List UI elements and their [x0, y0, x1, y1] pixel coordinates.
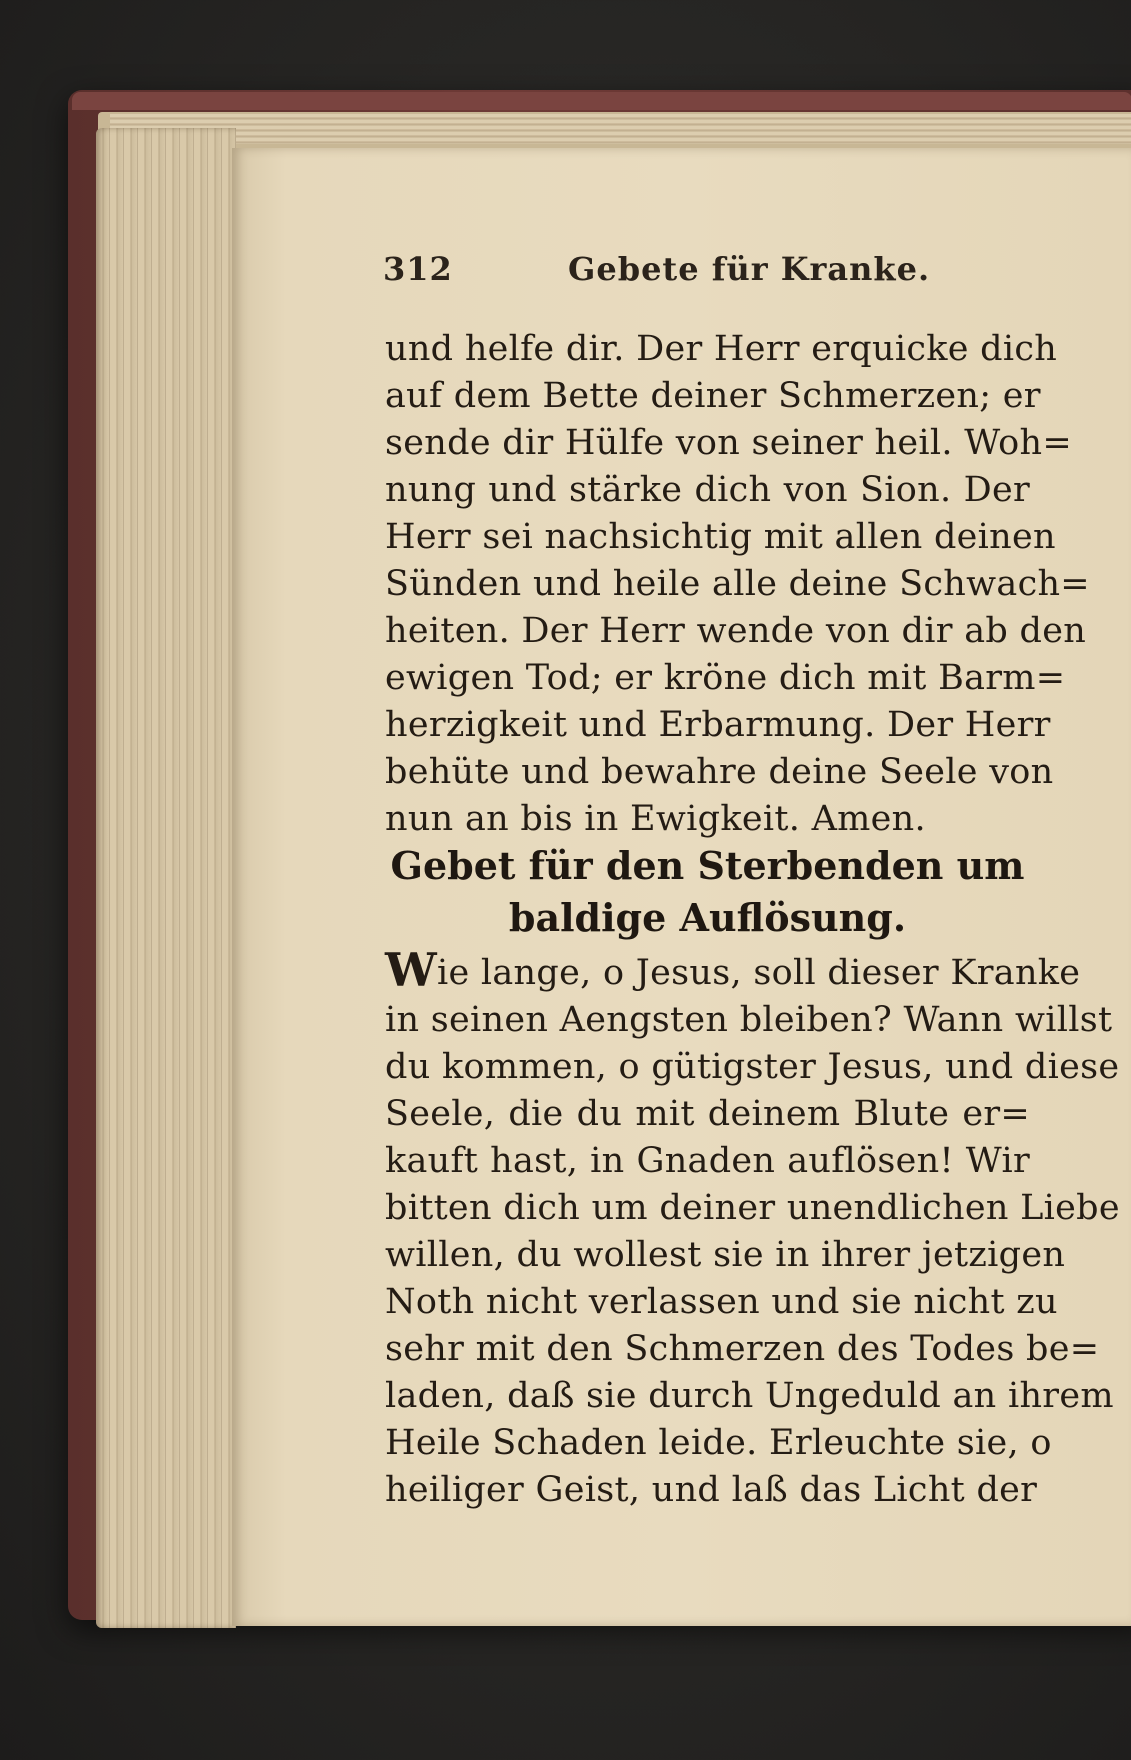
text-line: in seinen Aengsten bleiben? Wann willst: [385, 1000, 1113, 1040]
text-line: Sünden und heile alle deine Schwach=: [385, 564, 1090, 604]
text-line-first: [385, 943, 1081, 997]
text-line: herzigkeit und Erbarmung. Der Herr: [385, 705, 1051, 745]
text-line: du kommen, o gütigster Jesus, und diese: [385, 1047, 1120, 1087]
text-line: sehr mit den Schmerzen des Todes be=: [385, 1329, 1100, 1369]
text-line: kauft hast, in Gnaden auflösen! Wir: [385, 1141, 1030, 1181]
text-line: Noth nicht verlassen und sie nicht zu: [385, 1282, 1058, 1322]
book-cover-top-edge: [72, 92, 1131, 110]
text-line: und helfe dir. Der Herr erquicke dich: [385, 329, 1058, 369]
text-line: nung und stärke dich von Sion. Der: [385, 470, 1030, 510]
page-number: 312: [383, 250, 453, 288]
paragraph-1: [385, 326, 1090, 843]
heading-line: baldige Auflösung.: [508, 895, 907, 940]
text-line: Heile Schaden leide. Erleuchte sie, o: [385, 1423, 1052, 1463]
text-line: bitten dich um deiner unendlichen Liebe: [385, 1188, 1120, 1228]
text-line: heiliger Geist, und laß das Licht der: [385, 1470, 1038, 1510]
section-heading: [385, 840, 1030, 944]
text-line: ewigen Tod; er kröne dich mit Barm=: [385, 658, 1066, 698]
text-line: Seele, die du mit deinem Blute er=: [385, 1094, 1030, 1134]
running-head: [383, 250, 1033, 300]
text-line: sende dir Hülfe von seiner heil. Woh=: [385, 423, 1072, 463]
text-line: willen, du wollest sie in ihrer jetzigen: [385, 1235, 1066, 1275]
first-line-text: ie lange, o Jesus, soll dieser Kranke: [436, 953, 1081, 993]
paragraph-2: [385, 943, 1120, 1514]
drop-cap: W: [385, 943, 437, 997]
page-side-edges: [96, 128, 236, 1628]
page-top-edges: [110, 114, 1131, 144]
text-line: laden, daß sie durch Ungeduld an ihrem: [385, 1376, 1114, 1416]
text-line: Herr sei nachsichtig mit allen deinen: [385, 517, 1056, 557]
page-title: Gebete für Kranke.: [568, 250, 931, 288]
text-line: auf dem Bette deiner Schmerzen; er: [385, 376, 1041, 416]
heading-line: Gebet für den Sterbenden um: [390, 843, 1025, 888]
text-line: behüte und bewahre deine Seele von: [385, 752, 1054, 792]
text-line: heiten. Der Herr wende von dir ab den: [385, 611, 1087, 651]
text-line: nun an bis in Ewigkeit. Amen.: [385, 799, 926, 839]
